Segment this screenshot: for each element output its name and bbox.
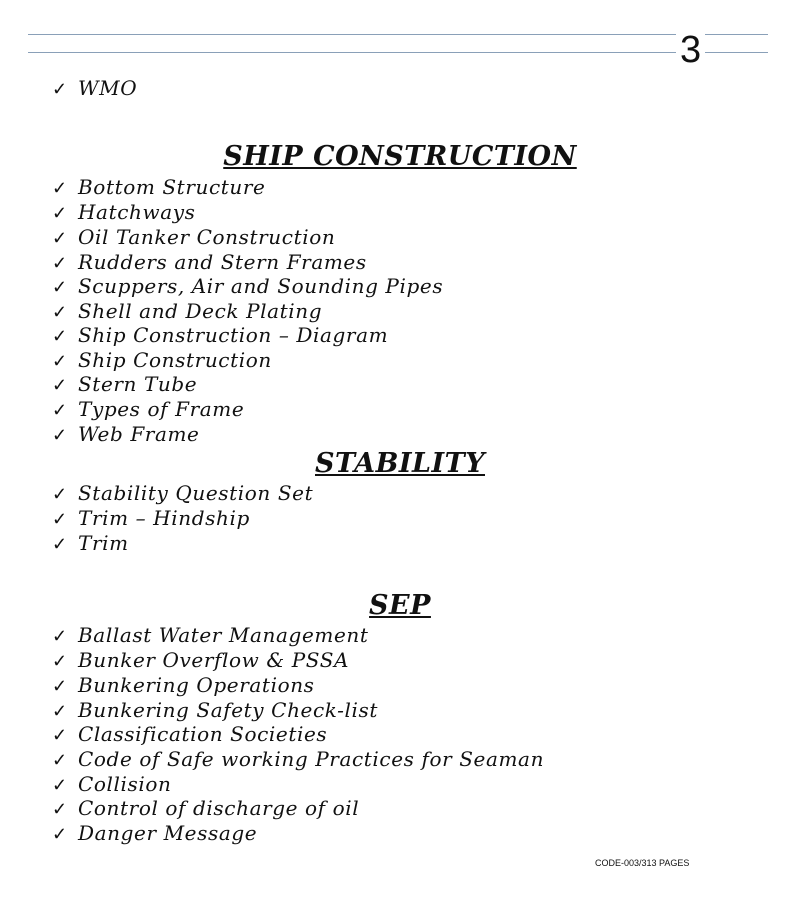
check-icon: ✓ bbox=[52, 277, 68, 298]
list-item: ✓ Shell and Deck Plating bbox=[52, 299, 323, 323]
list-item: ✓ Trim bbox=[52, 531, 129, 555]
check-icon: ✓ bbox=[52, 701, 68, 722]
list-item: ✓ Code of Safe working Practices for Seaman bbox=[52, 747, 545, 771]
check-icon: ✓ bbox=[52, 725, 68, 746]
check-icon: ✓ bbox=[52, 750, 68, 771]
section-heading-sep: SEP bbox=[369, 590, 431, 621]
header-rule-top bbox=[28, 34, 768, 35]
check-icon: ✓ bbox=[52, 425, 68, 446]
check-icon: ✓ bbox=[52, 79, 68, 100]
list-item: ✓ Web Frame bbox=[52, 422, 200, 446]
check-icon: ✓ bbox=[52, 302, 68, 323]
check-icon: ✓ bbox=[52, 400, 68, 421]
check-icon: ✓ bbox=[52, 484, 68, 505]
check-icon: ✓ bbox=[52, 203, 68, 224]
list-item: ✓ Bunker Overflow & PSSA bbox=[52, 648, 350, 672]
section-heading-stability: STABILITY bbox=[315, 448, 485, 479]
check-icon: ✓ bbox=[52, 178, 68, 199]
list-item: ✓ Stern Tube bbox=[52, 372, 198, 396]
list-item: ✓ WMO bbox=[52, 76, 138, 100]
list-item: ✓ Rudders and Stern Frames bbox=[52, 250, 367, 274]
list-item: ✓ Collision bbox=[52, 772, 172, 796]
list-item: ✓ Types of Frame bbox=[52, 397, 245, 421]
check-icon: ✓ bbox=[52, 799, 68, 820]
check-icon: ✓ bbox=[52, 775, 68, 796]
list-item: ✓ Bunkering Operations bbox=[52, 673, 315, 697]
list-item: ✓ Hatchways bbox=[52, 200, 196, 224]
list-item: ✓ Oil Tanker Construction bbox=[52, 225, 336, 249]
list-item: ✓ Classification Societies bbox=[52, 722, 328, 746]
check-icon: ✓ bbox=[52, 676, 68, 697]
list-item: ✓ Bunkering Safety Check-list bbox=[52, 698, 379, 722]
list-item: ✓ Trim – Hindship bbox=[52, 506, 250, 530]
list-item: ✓ Control of discharge of oil bbox=[52, 796, 360, 820]
list-item: ✓ Ship Construction bbox=[52, 348, 272, 372]
check-icon: ✓ bbox=[52, 509, 68, 530]
check-icon: ✓ bbox=[52, 534, 68, 555]
list-item: ✓ Stability Question Set bbox=[52, 481, 314, 505]
list-item: ✓ Bottom Structure bbox=[52, 175, 266, 199]
list-item: ✓ Ballast Water Management bbox=[52, 623, 369, 647]
check-icon: ✓ bbox=[52, 326, 68, 347]
page-number: 3 bbox=[676, 28, 705, 72]
section-heading-ship-construction: SHIP CONSTRUCTION bbox=[223, 141, 577, 172]
check-icon: ✓ bbox=[52, 626, 68, 647]
list-item: ✓ Ship Construction – Diagram bbox=[52, 323, 389, 347]
check-icon: ✓ bbox=[52, 824, 68, 845]
check-icon: ✓ bbox=[52, 228, 68, 249]
header-rule-bottom bbox=[28, 52, 768, 53]
footer-code: CODE-003/313 PAGES bbox=[595, 858, 690, 868]
check-icon: ✓ bbox=[52, 253, 68, 274]
list-item: ✓ Scuppers, Air and Sounding Pipes bbox=[52, 274, 444, 298]
check-icon: ✓ bbox=[52, 375, 68, 396]
check-icon: ✓ bbox=[52, 351, 68, 372]
list-item: ✓ Danger Message bbox=[52, 821, 258, 845]
check-icon: ✓ bbox=[52, 651, 68, 672]
